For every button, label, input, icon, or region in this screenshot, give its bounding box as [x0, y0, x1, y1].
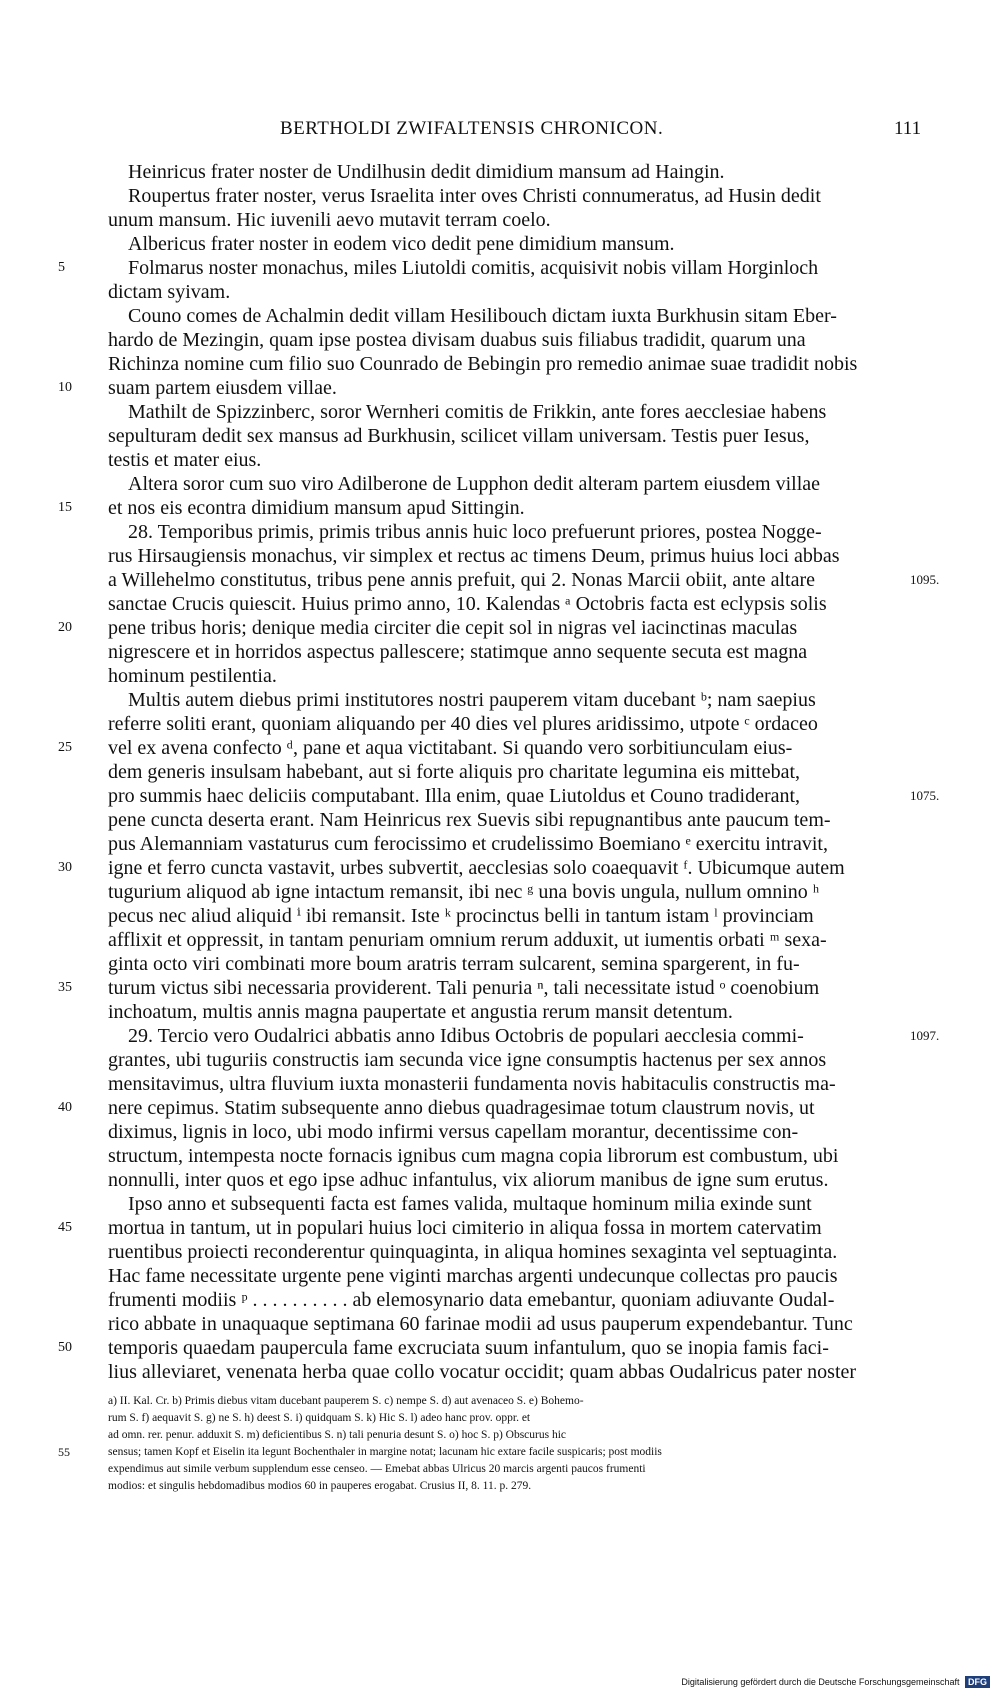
text-line: suam partem eiusdem villae. [108, 377, 337, 399]
text-line: Folmarus noster monachus, miles Liutoldi comitis, acquisivit nobis villam Horginloch [128, 257, 819, 279]
text-line: testis et mater eius. [108, 449, 262, 471]
text-line: Multis autem diebus primi institutores nostri pauperem vitam ducebant ᵇ; nam saepius [128, 689, 816, 711]
margin-line-number: 20 [58, 620, 72, 635]
text-line: pro summis haec deliciis computabant. Illa enim, quae Liutoldus et Couno tradiderant, [108, 785, 801, 807]
margin-year: 1075. [910, 788, 940, 803]
margin-line-number: 5 [58, 260, 65, 275]
text-line: Albericus frater noster in eodem vico dedit pene dimidium mansum. [128, 233, 675, 255]
text-line: Hac fame necessitate urgente pene viginti marchas argenti undecunque collectas pro paucis [108, 1265, 838, 1287]
text-line: referre soliti erant, quoniam aliquando per 40 dies vel plures aridissimo, utpote ᶜ ordaceo [108, 713, 818, 735]
text-line: sanctae Crucis quiescit. Huius primo anno, 10. Kalendas ᵃ Octobris facta est eclypsis solis [108, 593, 827, 615]
margin-year: 1097. [910, 1028, 940, 1043]
margin-line-number: 15 [58, 500, 72, 515]
footnote-line: rum S. f) aequavit S. g) ne S. h) deest S. i) quidquam S. k) Hic S. l) adeo hanc prov. oppr. et [108, 1412, 531, 1424]
text-line: Altera soror cum suo viro Adilberone de Lupphon dedit alteram partem eiusdem villae [128, 473, 821, 495]
text-line: temporis quaedam paupercula fame excruciata suum infantulum, quo se inopia famis faci- [108, 1337, 829, 1359]
text-line: nonnulli, inter quos et ego ipse adhuc infantulus, vix aliorum manibus de igne sum erutus. [108, 1169, 829, 1191]
text-line: pene tribus horis; denique media circiter die cepit sol in nigras vel iacinctinas maculas [108, 617, 798, 639]
text-line: mensitavimus, ultra fluvium iuxta monasterii fundamenta novis habitaculis constructis ma- [108, 1073, 836, 1095]
text-line: hardo de Mezingin, quam ipse postea divisam duabus suis filiabus tradidit, quarum una [108, 329, 806, 351]
text-line: vel ex avena confecto ᵈ, pane et aqua victitabant. Si quando vero sorbitiunculam eius- [108, 737, 793, 759]
margin-year: 1095. [910, 572, 940, 587]
page-title: BERTHOLDI ZWIFALTENSIS CHRONICON. [280, 118, 664, 139]
text-line: afflixit et oppressit, in tantam penuriam omnium rerum adduxit, ut iumentis orbati ᵐ sexa- [108, 929, 827, 951]
text-line: dictam syivam. [108, 281, 231, 303]
text-line: Roupertus frater noster, verus Israelita inter oves Christi connumeratus, ad Husin dedit [128, 185, 821, 207]
text-line: ginta octo viri combinati more boum aratris terram sulcarent, semina spargerent, in fu- [108, 953, 800, 975]
text-line: structum, intempesta nocte fornacis ignibus cum magna copia librorum est combustum, ubi [108, 1145, 839, 1167]
text-line: Couno comes de Achalmin dedit villam Hesilibouch dictam iuxta Burkhusin sitam Eber- [128, 305, 837, 327]
text-line: Richinza nomine cum filio suo Counrado de Bebingin pro remedio animae suae tradidit nobis [108, 353, 858, 375]
text-line: Heinricus frater noster de Undilhusin dedit dimidium mansum ad Haingin. [128, 161, 725, 183]
text-line: rico abbate in unaquaque septimana 60 farinae modii ad usus pauperum expendebantur. Tunc [108, 1313, 853, 1335]
digitization-credit [681, 1676, 990, 1688]
text-line: turum victus sibi necessaria providerent. Tali penuria ⁿ, tali necessitate istud ᵒ coenobium [108, 977, 820, 999]
margin-line-number: 50 [58, 1340, 72, 1355]
margin-line-number: 10 [58, 380, 72, 395]
page-number: 111 [894, 118, 922, 139]
running-header [0, 118, 1000, 148]
footnote-line: modios: et singulis hebdomadibus modios 60 in pauperes erogabat. Crusius II, 8. 11. p. 279. [108, 1480, 532, 1492]
text-line: Ipso anno et subsequenti facta est fames valida, multaque hominum milia exinde sunt [128, 1193, 812, 1215]
text-line: a Willehelmo constitutus, tribus pene annis prefuit, qui 2. Nonas Marcii obiit, ante altare [108, 569, 815, 591]
text-line: 29. Tercio vero Oudalrici abbatis anno Idibus Octobris de populari aecclesia commi- [128, 1025, 804, 1047]
text-line: unum mansum. Hic iuvenili aevo mutavit terram coelo. [108, 209, 551, 231]
footnote-line: expendimus aut simile verbum supplendum esse censeo. — Emebat abbas Ulricus 20 marcis argenti paucos frumenti [108, 1463, 646, 1475]
margin-line-number: 45 [58, 1220, 72, 1235]
footnote-line: ad omn. rer. penur. adduxit S. m) deficientibus S. n) tali penuria desunt S. o) hoc S. p) Obscurus hic [108, 1429, 567, 1441]
footnote-line-number: 55 [58, 1445, 70, 1459]
text-line: dem generis insulsam habebant, aut si forte aliquis pro charitate legumina eis mittebat, [108, 761, 801, 783]
text-line: lius alleviaret, venenata herba quae collo vocatur occidit; quam abbas Oudalricus pater noster [108, 1361, 857, 1383]
text-line: nere cepimus. Statim subsequente anno diebus quadragesimae totum claustrum novis, ut [108, 1097, 815, 1119]
margin-line-number: 40 [58, 1100, 72, 1115]
text-line: et nos eis econtra dimidium mansum apud Sittingin. [108, 497, 525, 519]
text-line: pene cuncta deserta erant. Nam Heinricus rex Suevis sibi repugnantibus ante paucum tem- [108, 809, 831, 831]
text-line: sepulturam dedit sex mansus ad Burkhusin, scilicet villam universam. Testis puer Iesus, [108, 425, 810, 447]
text-line: Mathilt de Spizzinberc, soror Wernheri comitis de Frikkin, ante fores aecclesiae habens [128, 401, 827, 423]
text-line: inchoatum, multis annis magna paupertate et angustia rerum mansit detentum. [108, 1001, 733, 1023]
text-line: mortua in tantum, ut in populari huius loci cimiterio in aliqua fossa in mortem catervatim [108, 1217, 822, 1239]
credit-text: Digitalisierung gefördert durch die Deutsche Forschungsgemeinschaft [681, 1677, 960, 1687]
text-line: frumenti modiis ᵖ . . . . . . . . . . ab elemosynario data emebantur, quoniam adiuvante Oudal- [108, 1289, 835, 1311]
footnote-line: a) II. Kal. Cr. b) Primis diebus vitam ducebant pauperem S. c) nempe S. d) aut avenaceo S. e) Bohemo- [108, 1395, 584, 1407]
text-line: 28. Temporibus primis, primis tribus annis huic loco prefuerunt priores, postea Nogge- [128, 521, 822, 543]
text-line: nigrescere et in horridos aspectus pallescere; statimque anno sequente secuta est magna [108, 641, 808, 663]
text-line: diximus, lignis in loco, ubi modo infirmi versus capellam morantur, decentissime con- [108, 1121, 799, 1143]
text-line: hominum pestilentia. [108, 665, 277, 687]
text-line: grantes, ubi tuguriis constructis iam secunda vice igne consumptis hactenus per sex annos [108, 1049, 827, 1071]
text-line: pus Alemanniam vastaturus cum ferocissimo et crudelissimo Boemiano ᵉ exercitu intravit, [108, 833, 828, 855]
footnote-line: sensus; tamen Kopf et Eiselin ita legunt Bochenthaler in margine notat; lacunam hic extare facile suspicaris; post modiis [108, 1446, 662, 1458]
margin-line-number: 35 [58, 980, 72, 995]
text-line: ruentibus proiecti reconderentur quinquaginta, in aliqua homines sexaginta vel septuaginta. [108, 1241, 838, 1263]
margin-line-number: 30 [58, 860, 72, 875]
margin-line-number: 25 [58, 740, 72, 755]
text-line: tugurium aliquod ab igne intactum remansit, ibi nec ᵍ una bovis ungula, nullum omnino ʰ [108, 881, 820, 903]
text-line: igne et ferro cuncta vastavit, urbes subvertit, aecclesias solo coaequavit ᶠ. Ubicumque autem [108, 857, 845, 879]
text-line: rus Hirsaugiensis monachus, vir simplex et rectus ac timens Deum, primus huius loci abbas [108, 545, 840, 567]
dfg-logo: DFG [965, 1676, 990, 1688]
text-line: pecus nec aliud aliquid ⁱ ibi remansit. Iste ᵏ procinctus belli in tantum istam ˡ provinciam [108, 905, 814, 927]
